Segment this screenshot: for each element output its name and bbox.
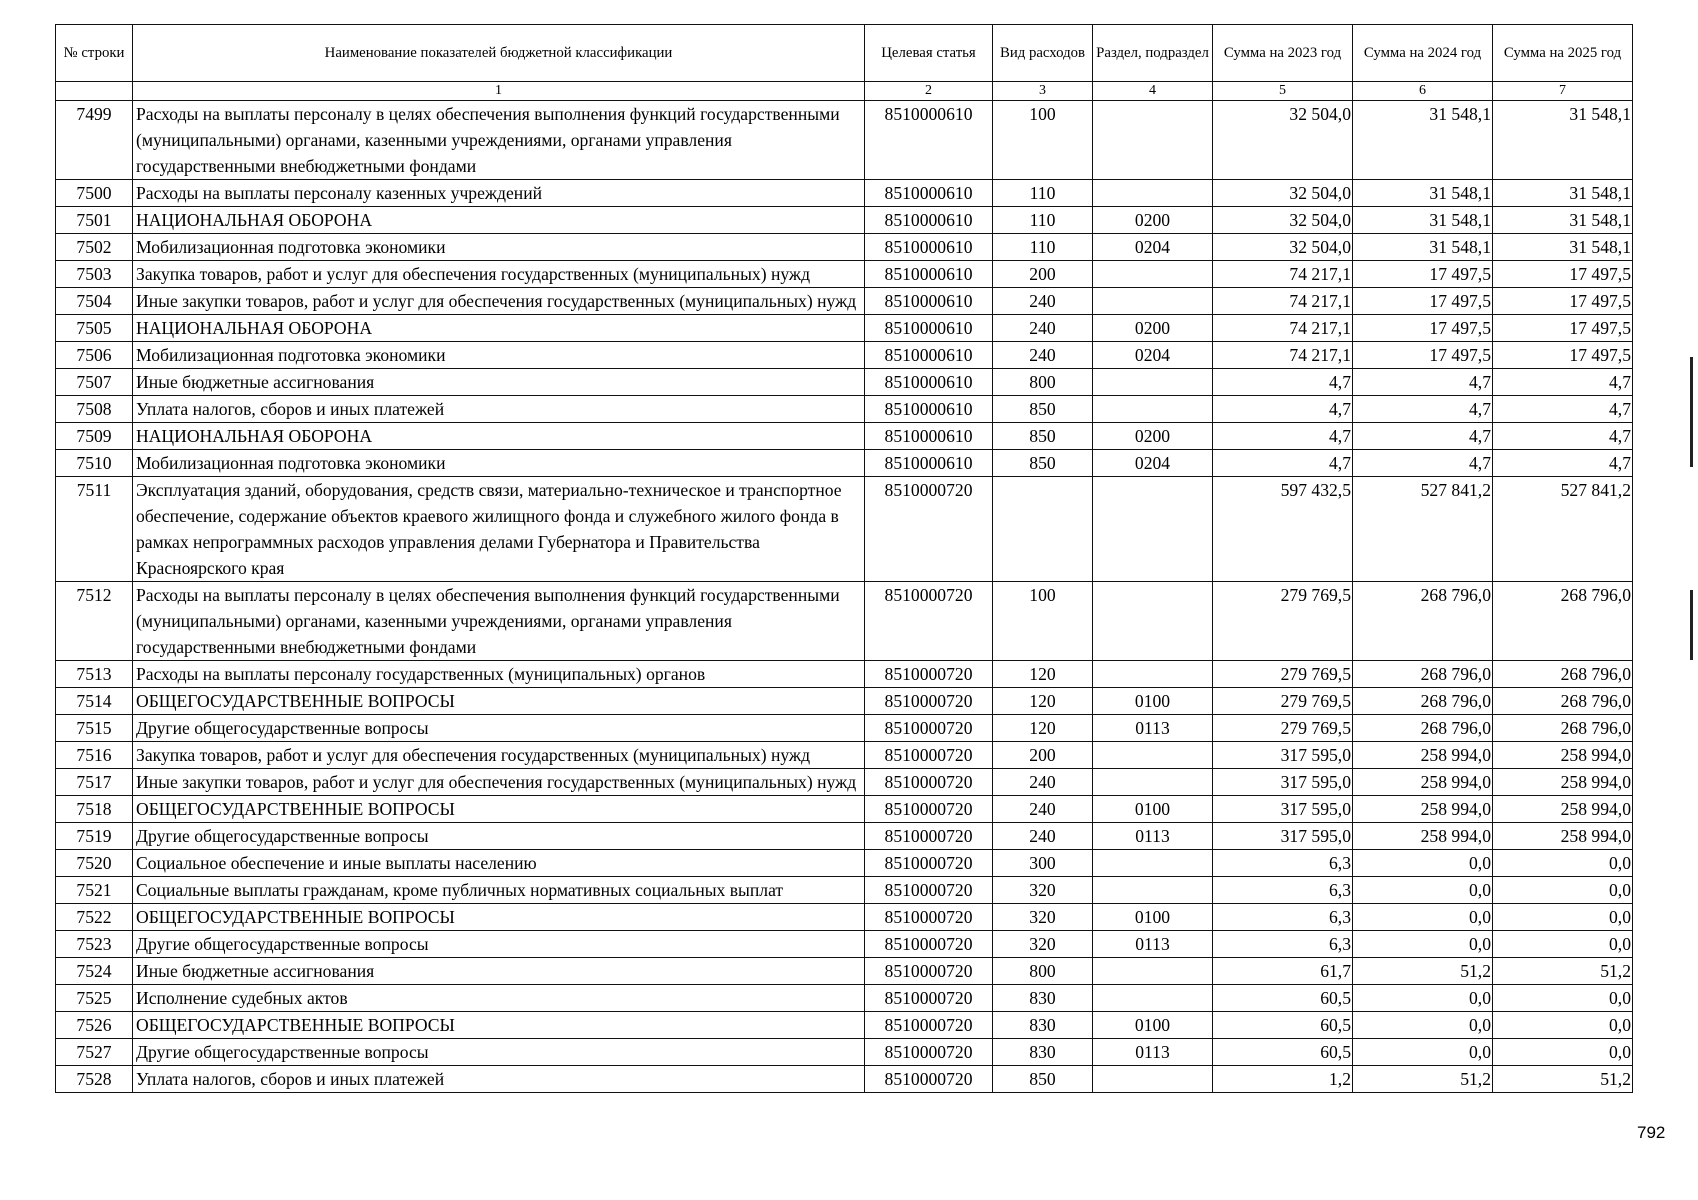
page-number: 792 [1637, 1123, 1666, 1142]
table-row [56, 1039, 1633, 1066]
sum-2024: 17 497,5 [1353, 288, 1493, 315]
target-article: 8510000720 [865, 769, 993, 796]
target-article: 8510000610 [865, 396, 993, 423]
budget-table [55, 24, 1633, 1093]
sum-2025: 0,0 [1493, 1039, 1633, 1066]
row-number: 7528 [56, 1066, 133, 1093]
indicator-name: Уплата налогов, сборов и иных платежей [133, 396, 865, 423]
indicator-name: Социальное обеспечение и иные выплаты населению [133, 850, 865, 877]
section-code: 0113 [1093, 715, 1213, 742]
indicator-name: Другие общегосударственные вопросы [133, 931, 865, 958]
indicator-name: Другие общегосударственные вопросы [133, 823, 865, 850]
sum-2023: 6,3 [1213, 877, 1353, 904]
table-row [56, 342, 1633, 369]
row-number: 7516 [56, 742, 133, 769]
target-article: 8510000610 [865, 207, 993, 234]
sum-2024: 31 548,1 [1353, 207, 1493, 234]
sum-2025: 31 548,1 [1493, 207, 1633, 234]
expense-type: 240 [993, 769, 1093, 796]
row-number: 7506 [56, 342, 133, 369]
table-row [56, 101, 1633, 180]
expense-type: 800 [993, 369, 1093, 396]
header-sum-2024: Сумма на 2024 год [1353, 25, 1493, 82]
sum-2025: 0,0 [1493, 1012, 1633, 1039]
indicator-name: ОБЩЕГОСУДАРСТВЕННЫЕ ВОПРОСЫ [133, 904, 865, 931]
row-number: 7522 [56, 904, 133, 931]
section-code: 0200 [1093, 315, 1213, 342]
sum-2024: 0,0 [1353, 985, 1493, 1012]
scan-edge-mark [1690, 357, 1693, 467]
expense-type: 120 [993, 661, 1093, 688]
row-number: 7507 [56, 369, 133, 396]
expense-type: 830 [993, 1039, 1093, 1066]
expense-type: 240 [993, 796, 1093, 823]
target-article: 8510000610 [865, 315, 993, 342]
sum-2024: 17 497,5 [1353, 342, 1493, 369]
table-row [56, 688, 1633, 715]
column-number: 4 [1093, 82, 1213, 101]
sum-2024: 258 994,0 [1353, 742, 1493, 769]
header-row [56, 25, 1633, 82]
sum-2024: 0,0 [1353, 1039, 1493, 1066]
header-sum-2023: Сумма на 2023 год [1213, 25, 1353, 82]
section-code: 0113 [1093, 931, 1213, 958]
section-code: 0204 [1093, 342, 1213, 369]
target-article: 8510000720 [865, 850, 993, 877]
table-body [56, 101, 1633, 1093]
sum-2024: 31 548,1 [1353, 101, 1493, 180]
target-article: 8510000720 [865, 661, 993, 688]
sum-2025: 0,0 [1493, 931, 1633, 958]
sum-2025: 17 497,5 [1493, 342, 1633, 369]
target-article: 8510000720 [865, 958, 993, 985]
expense-type: 240 [993, 342, 1093, 369]
sum-2023: 4,7 [1213, 396, 1353, 423]
row-number: 7511 [56, 477, 133, 582]
expense-type: 850 [993, 423, 1093, 450]
sum-2025: 31 548,1 [1493, 101, 1633, 180]
scan-edge-mark [1690, 590, 1693, 660]
table-row [56, 315, 1633, 342]
sum-2023: 4,7 [1213, 423, 1353, 450]
target-article: 8510000610 [865, 234, 993, 261]
sum-2025: 4,7 [1493, 423, 1633, 450]
sum-2024: 0,0 [1353, 904, 1493, 931]
indicator-name: Иные закупки товаров, работ и услуг для обеспечения государственных (муниципальных) нужд [133, 288, 865, 315]
sum-2024: 51,2 [1353, 958, 1493, 985]
sum-2025: 31 548,1 [1493, 180, 1633, 207]
section-code [1093, 661, 1213, 688]
row-number: 7501 [56, 207, 133, 234]
sum-2025: 258 994,0 [1493, 742, 1633, 769]
sum-2023: 317 595,0 [1213, 796, 1353, 823]
table-row [56, 369, 1633, 396]
table-row [56, 477, 1633, 582]
sum-2023: 61,7 [1213, 958, 1353, 985]
section-code [1093, 958, 1213, 985]
header-section: Раздел, подраздел [1093, 25, 1213, 82]
sum-2024: 0,0 [1353, 877, 1493, 904]
sum-2023: 74 217,1 [1213, 261, 1353, 288]
table-row [56, 423, 1633, 450]
sum-2023: 60,5 [1213, 1012, 1353, 1039]
row-number: 7513 [56, 661, 133, 688]
sum-2025: 0,0 [1493, 877, 1633, 904]
indicator-name: Иные бюджетные ассигнования [133, 958, 865, 985]
row-number: 7503 [56, 261, 133, 288]
sum-2025: 0,0 [1493, 850, 1633, 877]
sum-2024: 0,0 [1353, 850, 1493, 877]
indicator-name: Другие общегосударственные вопросы [133, 715, 865, 742]
row-number: 7520 [56, 850, 133, 877]
sum-2025: 51,2 [1493, 958, 1633, 985]
indicator-name: ОБЩЕГОСУДАРСТВЕННЫЕ ВОПРОСЫ [133, 796, 865, 823]
sum-2024: 31 548,1 [1353, 234, 1493, 261]
sum-2023: 60,5 [1213, 985, 1353, 1012]
table-row [56, 261, 1633, 288]
sum-2023: 279 769,5 [1213, 582, 1353, 661]
target-article: 8510000610 [865, 369, 993, 396]
sum-2025: 527 841,2 [1493, 477, 1633, 582]
indicator-name: Мобилизационная подготовка экономики [133, 450, 865, 477]
expense-type: 110 [993, 207, 1093, 234]
table-row [56, 234, 1633, 261]
row-number: 7526 [56, 1012, 133, 1039]
section-code [1093, 261, 1213, 288]
row-number: 7499 [56, 101, 133, 180]
indicator-name: Расходы на выплаты персоналу в целях обеспечения выполнения функций государственными (муниципальными) органами, казенными учреждениями, органами управления государственными внебюджетными фондами [133, 582, 865, 661]
target-article: 8510000720 [865, 931, 993, 958]
indicator-name: Закупка товаров, работ и услуг для обеспечения государственных (муниципальных) нужд [133, 742, 865, 769]
section-code: 0200 [1093, 423, 1213, 450]
sum-2024: 17 497,5 [1353, 261, 1493, 288]
row-number: 7510 [56, 450, 133, 477]
row-number: 7519 [56, 823, 133, 850]
section-code: 0113 [1093, 1039, 1213, 1066]
row-number: 7500 [56, 180, 133, 207]
row-number: 7504 [56, 288, 133, 315]
sum-2024: 51,2 [1353, 1066, 1493, 1093]
section-code: 0204 [1093, 234, 1213, 261]
column-number: 1 [133, 82, 865, 101]
column-number: 7 [1493, 82, 1633, 101]
column-number-row [56, 82, 1633, 101]
header-target-article: Целевая статья [865, 25, 993, 82]
sum-2024: 258 994,0 [1353, 796, 1493, 823]
sum-2025: 51,2 [1493, 1066, 1633, 1093]
target-article: 8510000610 [865, 261, 993, 288]
target-article: 8510000720 [865, 985, 993, 1012]
column-number-blank [56, 82, 133, 101]
sum-2025: 31 548,1 [1493, 234, 1633, 261]
section-code: 0204 [1093, 450, 1213, 477]
expense-type: 120 [993, 715, 1093, 742]
row-number: 7518 [56, 796, 133, 823]
table-row [56, 742, 1633, 769]
sum-2025: 258 994,0 [1493, 796, 1633, 823]
sum-2023: 4,7 [1213, 369, 1353, 396]
table-row [56, 823, 1633, 850]
sum-2024: 0,0 [1353, 931, 1493, 958]
sum-2024: 268 796,0 [1353, 715, 1493, 742]
table-row [56, 450, 1633, 477]
sum-2025: 17 497,5 [1493, 288, 1633, 315]
header-name: Наименование показателей бюджетной классификации [133, 25, 865, 82]
table-row [56, 180, 1633, 207]
expense-type: 830 [993, 1012, 1093, 1039]
table-row [56, 958, 1633, 985]
sum-2023: 317 595,0 [1213, 769, 1353, 796]
sum-2024: 17 497,5 [1353, 315, 1493, 342]
row-number: 7517 [56, 769, 133, 796]
expense-type: 110 [993, 180, 1093, 207]
sum-2023: 6,3 [1213, 904, 1353, 931]
row-number: 7505 [56, 315, 133, 342]
target-article: 8510000610 [865, 288, 993, 315]
header-expense-type: Вид расходов [993, 25, 1093, 82]
indicator-name: Исполнение судебных актов [133, 985, 865, 1012]
sum-2023: 32 504,0 [1213, 180, 1353, 207]
indicator-name: Другие общегосударственные вопросы [133, 1039, 865, 1066]
row-number: 7523 [56, 931, 133, 958]
sum-2023: 32 504,0 [1213, 234, 1353, 261]
sum-2024: 4,7 [1353, 396, 1493, 423]
expense-type: 100 [993, 582, 1093, 661]
section-code [1093, 180, 1213, 207]
sum-2025: 268 796,0 [1493, 715, 1633, 742]
expense-type: 200 [993, 742, 1093, 769]
sum-2023: 74 217,1 [1213, 288, 1353, 315]
section-code [1093, 396, 1213, 423]
sum-2025: 4,7 [1493, 450, 1633, 477]
table-row [56, 850, 1633, 877]
row-number: 7515 [56, 715, 133, 742]
target-article: 8510000720 [865, 904, 993, 931]
section-code [1093, 742, 1213, 769]
indicator-name: Иные бюджетные ассигнования [133, 369, 865, 396]
sum-2024: 4,7 [1353, 369, 1493, 396]
section-code [1093, 369, 1213, 396]
section-code: 0113 [1093, 823, 1213, 850]
table-row [56, 796, 1633, 823]
section-code: 0100 [1093, 1012, 1213, 1039]
expense-type: 320 [993, 904, 1093, 931]
row-number: 7502 [56, 234, 133, 261]
sum-2025: 0,0 [1493, 904, 1633, 931]
indicator-name: НАЦИОНАЛЬНАЯ ОБОРОНА [133, 315, 865, 342]
target-article: 8510000610 [865, 180, 993, 207]
indicator-name: Уплата налогов, сборов и иных платежей [133, 1066, 865, 1093]
sum-2023: 317 595,0 [1213, 823, 1353, 850]
table-row [56, 1012, 1633, 1039]
table-row [56, 877, 1633, 904]
row-number: 7512 [56, 582, 133, 661]
expense-type: 110 [993, 234, 1093, 261]
expense-type: 200 [993, 261, 1093, 288]
table-row [56, 396, 1633, 423]
indicator-name: Мобилизационная подготовка экономики [133, 342, 865, 369]
section-code [1093, 850, 1213, 877]
sum-2023: 279 769,5 [1213, 661, 1353, 688]
column-number: 5 [1213, 82, 1353, 101]
sum-2023: 32 504,0 [1213, 207, 1353, 234]
target-article: 8510000720 [865, 1012, 993, 1039]
target-article: 8510000610 [865, 342, 993, 369]
column-number: 6 [1353, 82, 1493, 101]
indicator-name: Расходы на выплаты персоналу в целях обеспечения выполнения функций государственными (муниципальными) органами, казенными учреждениями, органами управления государственными внебюджетными фондами [133, 101, 865, 180]
table-row [56, 985, 1633, 1012]
sum-2025: 4,7 [1493, 396, 1633, 423]
indicator-name: Закупка товаров, работ и услуг для обеспечения государственных (муниципальных) нужд [133, 261, 865, 288]
sum-2025: 17 497,5 [1493, 261, 1633, 288]
sum-2025: 268 796,0 [1493, 582, 1633, 661]
sum-2023: 74 217,1 [1213, 342, 1353, 369]
section-code: 0100 [1093, 688, 1213, 715]
table-row [56, 582, 1633, 661]
expense-type: 300 [993, 850, 1093, 877]
sum-2025: 258 994,0 [1493, 769, 1633, 796]
table-row [56, 207, 1633, 234]
target-article: 8510000720 [865, 877, 993, 904]
section-code: 0200 [1093, 207, 1213, 234]
indicator-name: Эксплуатация зданий, оборудования, средств связи, материально-техническое и транспортное обеспечение, содержание объектов краевого жилищного фонда и служебного жилого фонда в рамках непрограммных расходов управления делами Губернатора и Правительства Красноярского края [133, 477, 865, 582]
sum-2024: 31 548,1 [1353, 180, 1493, 207]
indicator-name: Социальные выплаты гражданам, кроме публичных нормативных социальных выплат [133, 877, 865, 904]
column-number: 2 [865, 82, 993, 101]
indicator-name: ОБЩЕГОСУДАРСТВЕННЫЕ ВОПРОСЫ [133, 1012, 865, 1039]
indicator-name: ОБЩЕГОСУДАРСТВЕННЫЕ ВОПРОСЫ [133, 688, 865, 715]
expense-type: 850 [993, 396, 1093, 423]
row-number: 7509 [56, 423, 133, 450]
expense-type: 850 [993, 450, 1093, 477]
section-code [1093, 101, 1213, 180]
target-article: 8510000720 [865, 582, 993, 661]
indicator-name: Расходы на выплаты персоналу казенных учреждений [133, 180, 865, 207]
target-article: 8510000720 [865, 477, 993, 582]
row-number: 7521 [56, 877, 133, 904]
row-number: 7524 [56, 958, 133, 985]
table-row [56, 769, 1633, 796]
section-code: 0100 [1093, 904, 1213, 931]
expense-type: 240 [993, 823, 1093, 850]
row-number: 7527 [56, 1039, 133, 1066]
table-row [56, 661, 1633, 688]
sum-2024: 258 994,0 [1353, 769, 1493, 796]
target-article: 8510000610 [865, 423, 993, 450]
section-code [1093, 288, 1213, 315]
expense-type: 120 [993, 688, 1093, 715]
expense-type: 800 [993, 958, 1093, 985]
sum-2025: 17 497,5 [1493, 315, 1633, 342]
sum-2025: 4,7 [1493, 369, 1633, 396]
target-article: 8510000610 [865, 101, 993, 180]
expense-type: 240 [993, 315, 1093, 342]
target-article: 8510000720 [865, 742, 993, 769]
sum-2024: 268 796,0 [1353, 688, 1493, 715]
section-code [1093, 582, 1213, 661]
target-article: 8510000720 [865, 823, 993, 850]
sum-2023: 6,3 [1213, 931, 1353, 958]
section-code [1093, 877, 1213, 904]
column-number: 3 [993, 82, 1093, 101]
sum-2023: 317 595,0 [1213, 742, 1353, 769]
target-article: 8510000720 [865, 1039, 993, 1066]
sum-2023: 279 769,5 [1213, 715, 1353, 742]
indicator-name: Иные закупки товаров, работ и услуг для обеспечения государственных (муниципальных) нужд [133, 769, 865, 796]
section-code [1093, 1066, 1213, 1093]
row-number: 7514 [56, 688, 133, 715]
expense-type [993, 477, 1093, 582]
indicator-name: НАЦИОНАЛЬНАЯ ОБОРОНА [133, 207, 865, 234]
sum-2025: 258 994,0 [1493, 823, 1633, 850]
header-row-number: № строки [56, 25, 133, 82]
sum-2023: 74 217,1 [1213, 315, 1353, 342]
table-row [56, 715, 1633, 742]
table-row [56, 288, 1633, 315]
table-row [56, 904, 1633, 931]
sum-2025: 268 796,0 [1493, 688, 1633, 715]
sum-2024: 0,0 [1353, 1012, 1493, 1039]
section-code: 0100 [1093, 796, 1213, 823]
sum-2023: 32 504,0 [1213, 101, 1353, 180]
indicator-name: Расходы на выплаты персоналу государственных (муниципальных) органов [133, 661, 865, 688]
expense-type: 850 [993, 1066, 1093, 1093]
table-row [56, 1066, 1633, 1093]
target-article: 8510000720 [865, 796, 993, 823]
header-sum-2025: Сумма на 2025 год [1493, 25, 1633, 82]
sum-2024: 4,7 [1353, 450, 1493, 477]
sum-2025: 0,0 [1493, 985, 1633, 1012]
table-row [56, 931, 1633, 958]
sum-2024: 258 994,0 [1353, 823, 1493, 850]
row-number: 7508 [56, 396, 133, 423]
indicator-name: НАЦИОНАЛЬНАЯ ОБОРОНА [133, 423, 865, 450]
row-number: 7525 [56, 985, 133, 1012]
sum-2025: 268 796,0 [1493, 661, 1633, 688]
indicator-name: Мобилизационная подготовка экономики [133, 234, 865, 261]
section-code [1093, 985, 1213, 1012]
expense-type: 100 [993, 101, 1093, 180]
expense-type: 240 [993, 288, 1093, 315]
target-article: 8510000720 [865, 715, 993, 742]
section-code [1093, 477, 1213, 582]
sum-2024: 268 796,0 [1353, 661, 1493, 688]
expense-type: 320 [993, 931, 1093, 958]
expense-type: 830 [993, 985, 1093, 1012]
target-article: 8510000720 [865, 1066, 993, 1093]
target-article: 8510000610 [865, 450, 993, 477]
section-code [1093, 769, 1213, 796]
sum-2024: 4,7 [1353, 423, 1493, 450]
sum-2023: 279 769,5 [1213, 688, 1353, 715]
sum-2023: 60,5 [1213, 1039, 1353, 1066]
expense-type: 320 [993, 877, 1093, 904]
target-article: 8510000720 [865, 688, 993, 715]
sum-2024: 527 841,2 [1353, 477, 1493, 582]
sum-2023: 4,7 [1213, 450, 1353, 477]
sum-2023: 597 432,5 [1213, 477, 1353, 582]
sum-2023: 6,3 [1213, 850, 1353, 877]
sum-2023: 1,2 [1213, 1066, 1353, 1093]
sum-2024: 268 796,0 [1353, 582, 1493, 661]
